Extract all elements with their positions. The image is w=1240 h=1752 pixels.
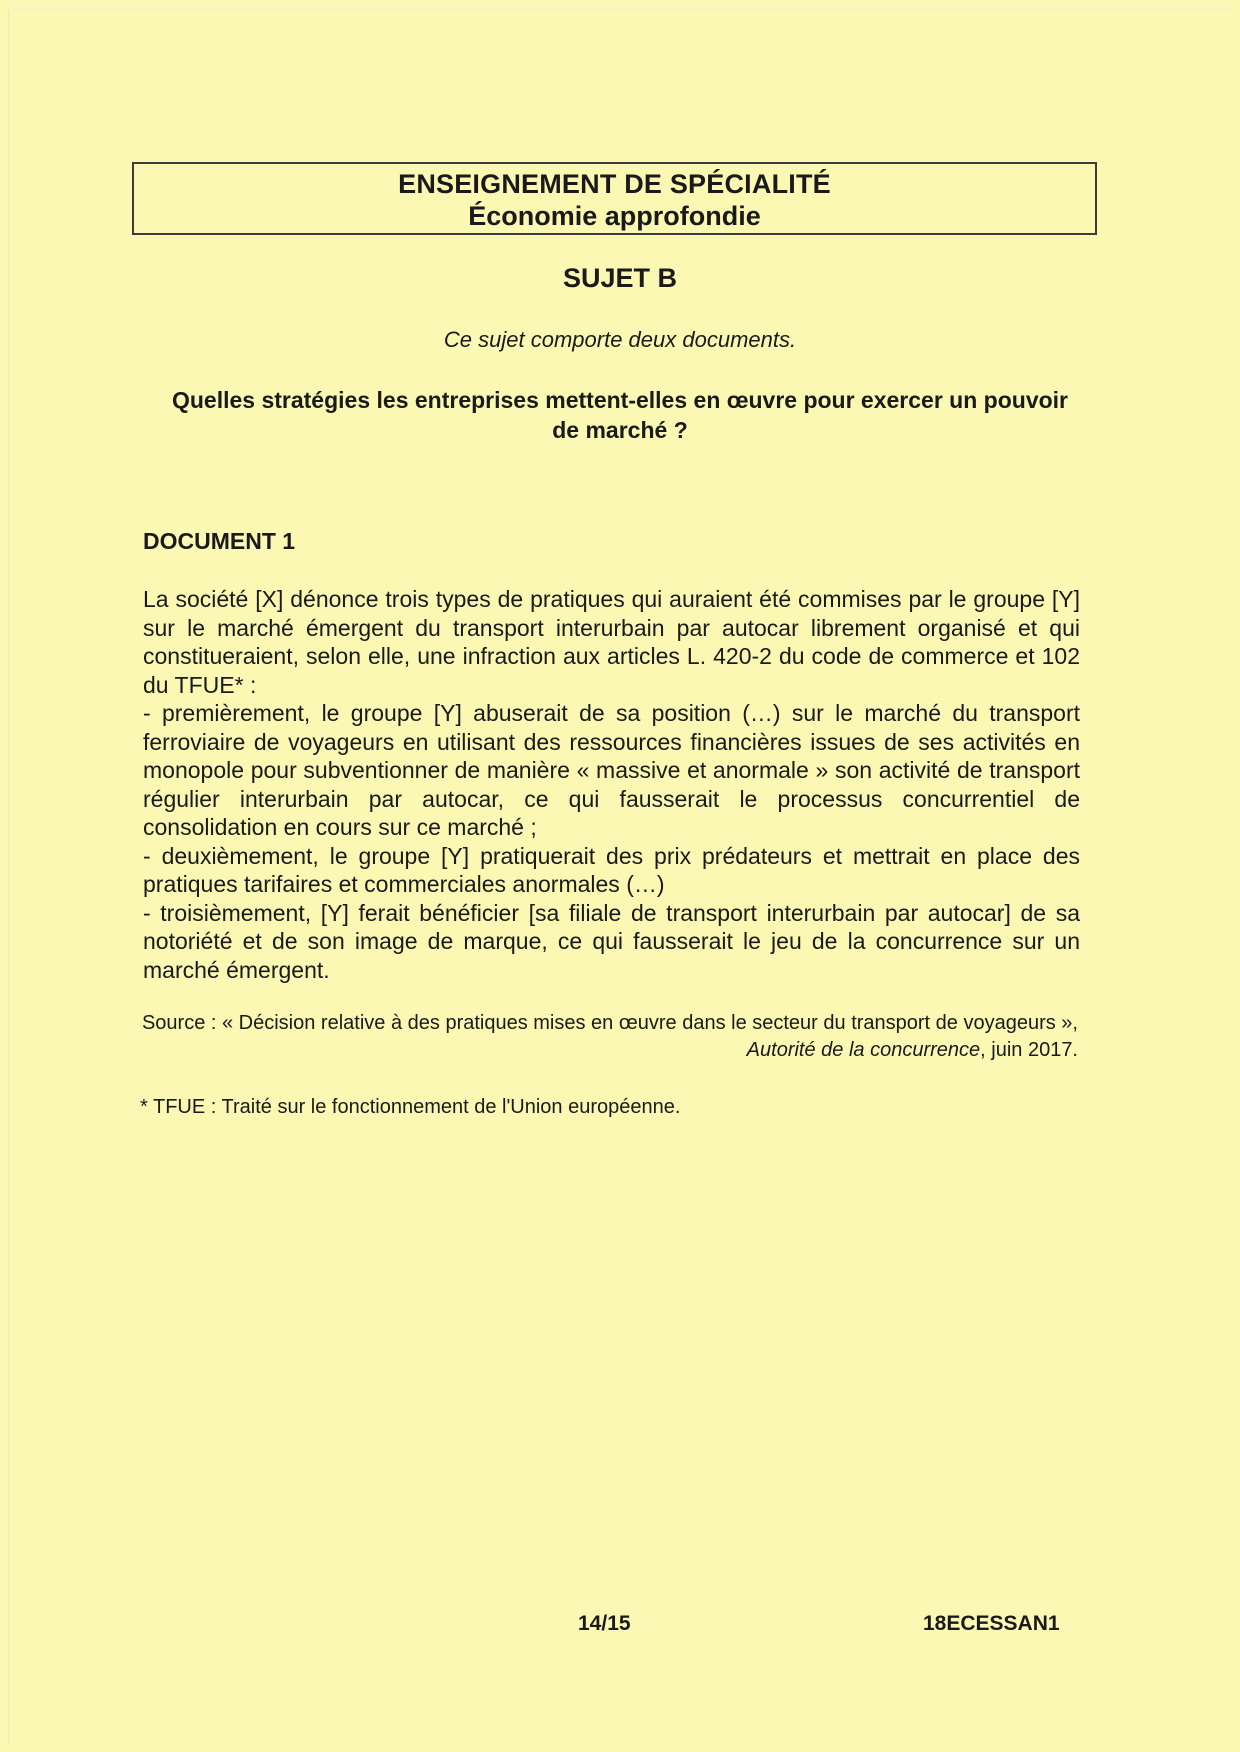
document-heading: DOCUMENT 1 [143, 528, 296, 554]
header-title: ENSEIGNEMENT DE SPÉCIALITÉ [398, 169, 831, 199]
page-number: 14/15 [578, 1612, 631, 1635]
document-paragraph-first: - premièrement, le groupe [Y] abuserait de sa position (…) sur le marché du transport ferroviaire de voyageurs en utilisant des ressources financières issues de ses activités en monopole pour subventionner de manière « massive et anormale » son activité de transport régulier interurbain par autocar, ce qui fausserait le processus concurrentiel de consolidation en cours sur ce marché ; [143, 700, 1080, 840]
document-source [140, 1010, 1078, 1064]
subject-question: Quelles stratégies les entreprises mettent-elles en œuvre pour exercer un pouvoir de marché ? [171, 387, 1069, 443]
header-subtitle: Économie approfondie [468, 201, 761, 231]
document-body [143, 585, 1080, 984]
document-paragraph-intro: La société [X] dénonce trois types de pratiques qui auraient été commises par le groupe [Y] sur le marché émergent du transport interurbain par autocar librement organisé et qui constitueraient, selon elle, une infraction aux articles L. 420-2 du code de commerce et 102 du TFUE* : [143, 586, 1080, 698]
source-date: , juin 2017. [980, 1039, 1078, 1061]
source-prefix: Source : « Décision relative à des pratiques mises en œuvre dans le secteur du transport de voyageurs », [141, 1012, 1078, 1034]
header-box [132, 162, 1097, 235]
document-paragraph-third: - troisièmement, [Y] ferait bénéficier [sa filiale de transport interurbain par autocar] de sa notoriété et de son image de marque, ce qui fausserait le jeu de la concurrence sur un marché émergent. [143, 899, 1080, 983]
document-paragraph-second: - deuxièmement, le groupe [Y] pratiquerait des prix prédateurs et mettrait en place des pratiques tarifaires et commerciales anormales (…) [143, 842, 1080, 897]
document-footnote: * TFUE : Traité sur le fonctionnement de l'Union européenne. [140, 1096, 681, 1118]
source-publication: Autorité de la concurrence [746, 1039, 981, 1061]
subject-intro: Ce sujet comporte deux documents. [443, 327, 797, 352]
document-code: 18ECESSAN1 [923, 1612, 1060, 1635]
subject-title: SUJET B [562, 263, 678, 293]
